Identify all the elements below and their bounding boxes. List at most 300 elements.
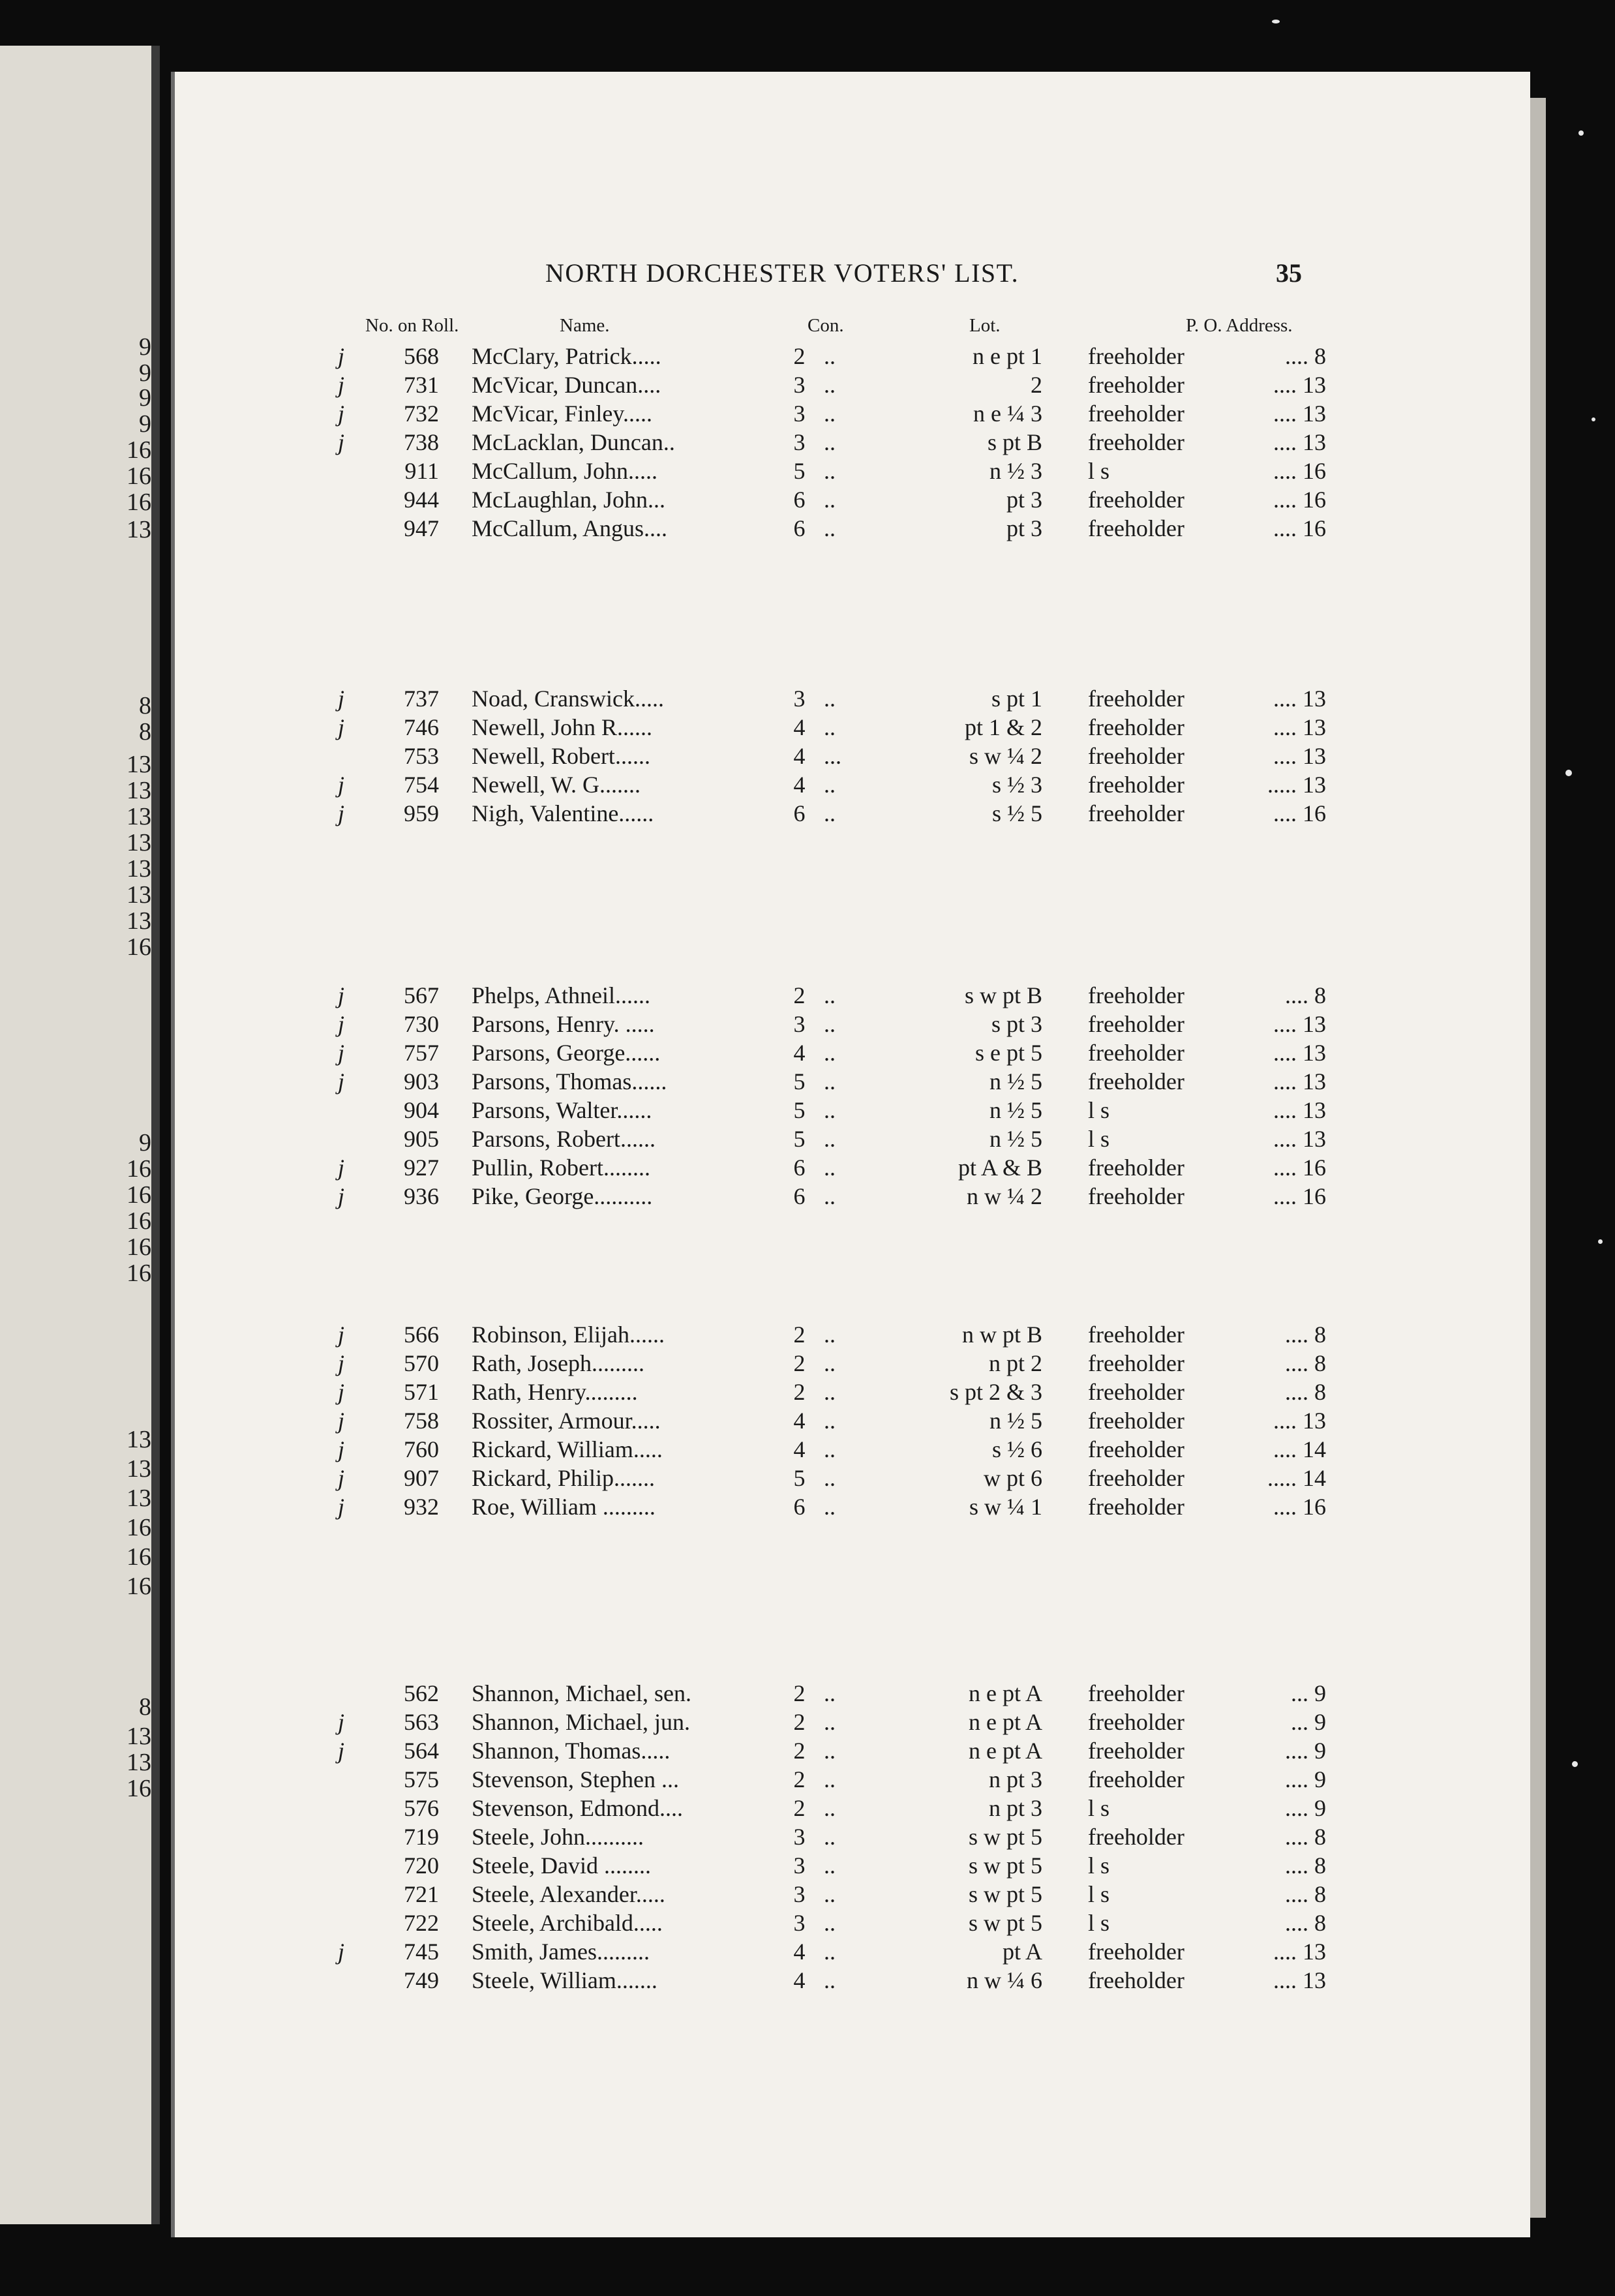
lot: pt 3 [1006,487,1042,513]
voter-status: freeholder [1088,1183,1185,1209]
lot: n ½ 5 [989,1408,1042,1434]
voter-name: Parsons, Thomas...... [472,1068,667,1095]
concession: 6 [793,1155,806,1181]
voter-status: freeholder [1088,343,1185,369]
leader-dots: .. [824,1322,836,1348]
lot: n w ¼ 6 [967,1967,1042,1993]
facing-page-address-number: 16 [127,462,151,490]
leader-dots: .. [824,429,836,455]
facing-page-address-number: 16 [127,1207,151,1235]
concession: 3 [793,400,806,427]
voter-name: Newell, W. G....... [472,772,641,798]
leader-dots: .. [824,1494,836,1520]
facing-page-address-number: 9 [139,384,151,412]
roll-number: 745 [404,1939,439,1965]
voter-name: Roe, William ......... [472,1494,656,1520]
voter-row [175,1680,1530,1708]
post-office-address: .... 8 [1285,1852,1326,1879]
concession: 2 [793,343,806,369]
facing-page-fragment [0,46,160,2224]
roll-number: 911 [404,458,439,484]
concession: 5 [793,1097,806,1123]
concession: 3 [793,686,806,712]
lot: s ½ 5 [991,800,1042,826]
concession: 5 [793,458,806,484]
post-office-address: .... 13 [1273,1040,1326,1066]
facing-page-address-number: 13 [127,751,151,778]
lot: s w pt 5 [968,1910,1042,1936]
lot: n ½ 3 [989,458,1042,484]
voter-status: freeholder [1088,1738,1185,1764]
roll-number: 564 [404,1738,439,1764]
facing-page-address-number: 8 [139,1693,151,1721]
voter-row [175,1321,1530,1350]
voters-list-page [171,72,1530,2237]
concession: 2 [793,1322,806,1348]
facing-page-address-number: 16 [127,489,151,516]
roll-number: 568 [404,343,439,369]
voter-status: l s [1088,1881,1110,1907]
lot: n ½ 5 [989,1126,1042,1152]
roll-number: 720 [404,1852,439,1879]
leader-dots: .. [824,1011,836,1037]
lot: n e pt A [969,1738,1042,1764]
voter-row [175,515,1530,543]
scan-speck [1272,20,1280,23]
voter-row [175,1183,1530,1211]
voter-status: freeholder [1088,1350,1185,1376]
concession: 6 [793,487,806,513]
facing-page-address-number: 13 [127,1426,151,1453]
voter-row [175,771,1530,800]
voter-row [175,1938,1530,1967]
facing-page-address-number: 9 [139,410,151,438]
concession: 3 [793,1824,806,1850]
leader-dots: .. [824,1465,836,1491]
facing-page-address-number: 16 [127,1181,151,1209]
leader-dots: .. [824,772,836,798]
voter-row [175,457,1530,486]
lot: s w pt 5 [968,1852,1042,1879]
concession: 2 [793,982,806,1008]
roll-number: 904 [404,1097,439,1123]
juror-mark: j [338,400,345,427]
leader-dots: .. [824,1040,836,1066]
post-office-address: .... 16 [1273,1155,1326,1181]
leader-dots: .. [824,1097,836,1123]
post-office-address: .... 13 [1273,1097,1326,1123]
voter-row [175,342,1530,371]
post-office-address: .... 13 [1273,400,1326,427]
concession: 4 [793,1408,806,1434]
juror-mark: j [338,1436,345,1462]
lot: s pt 1 [991,686,1042,712]
voter-name: Phelps, Athneil...... [472,982,651,1008]
leader-dots: .. [824,1183,836,1209]
concession: 4 [793,772,806,798]
concession: 2 [793,1680,806,1706]
lot: pt A [1002,1939,1042,1965]
voter-status: freeholder [1088,714,1185,740]
running-title: NORTH DORCHESTER VOTERS' LIST. [545,258,1019,288]
column-headers [175,315,1530,341]
concession: 6 [793,800,806,826]
roll-number: 731 [404,372,439,398]
lot: n pt 2 [988,1350,1042,1376]
leader-dots: .. [824,1795,836,1821]
lot: s pt 3 [991,1011,1042,1037]
post-office-address: .... 13 [1273,1011,1326,1037]
lot: s pt 2 & 3 [949,1379,1042,1405]
column-header-con: Con. [808,315,844,336]
roll-number: 738 [404,429,439,455]
page-gutter [151,46,160,2224]
voter-row [175,1967,1530,1995]
leader-dots: .. [824,1881,836,1907]
voter-status: freeholder [1088,743,1185,769]
voter-row [175,400,1530,429]
concession: 3 [793,372,806,398]
voter-row [175,1823,1530,1852]
juror-mark: j [338,1939,345,1965]
post-office-address: .... 13 [1273,1126,1326,1152]
voter-name: McVicar, Duncan.... [472,372,661,398]
voter-status: freeholder [1088,1680,1185,1706]
leader-dots: .. [824,1155,836,1181]
lot: pt 3 [1006,515,1042,541]
voter-row [175,800,1530,828]
post-office-address: .... 8 [1285,1881,1326,1907]
post-office-address: ..... 14 [1267,1465,1326,1491]
leader-dots: .. [824,1126,836,1152]
voter-status: freeholder [1088,1939,1185,1965]
post-office-address: .... 8 [1285,1350,1326,1376]
post-office-address: .... 13 [1273,686,1326,712]
juror-mark: j [338,372,345,398]
voter-status: freeholder [1088,1155,1185,1181]
voter-row [175,1436,1530,1464]
roll-number: 905 [404,1126,439,1152]
concession: 4 [793,1436,806,1462]
roll-number: 947 [404,515,439,541]
roll-number: 571 [404,1379,439,1405]
facing-page-address-number: 8 [139,692,151,719]
voter-name: Rickard, William..... [472,1436,663,1462]
voter-row [175,1464,1530,1493]
facing-page-address-column [0,46,151,2224]
roll-number: 721 [404,1881,439,1907]
roll-number: 562 [404,1680,439,1706]
scan-speck [1572,1761,1578,1767]
facing-page-address-number: 13 [127,907,151,935]
voter-row [175,1068,1530,1096]
facing-page-address-number: 13 [127,855,151,883]
leader-dots: .. [824,686,836,712]
voter-name: Shannon, Michael, sen. [472,1680,691,1706]
roll-number: 746 [404,714,439,740]
leader-dots: .. [824,1709,836,1735]
leader-dots: .. [824,1910,836,1936]
roll-number: 575 [404,1766,439,1792]
voter-status: freeholder [1088,429,1185,455]
scan-speck [1592,417,1595,421]
facing-page-address-number: 16 [127,1775,151,1802]
concession: 3 [793,429,806,455]
lot: 2 [1031,372,1042,398]
lot: w pt 6 [984,1465,1042,1491]
leader-dots: .. [824,487,836,513]
voter-row [175,1039,1530,1068]
post-office-address: .... 13 [1273,429,1326,455]
concession: 6 [793,515,806,541]
leader-dots: .. [824,1436,836,1462]
voter-name: Stevenson, Stephen ... [472,1766,679,1792]
concession: 2 [793,1766,806,1792]
post-office-address: ... 9 [1291,1709,1326,1735]
facing-page-address-number: 13 [127,803,151,830]
voter-name: Pike, George.......... [472,1183,653,1209]
juror-mark: j [338,343,345,369]
juror-mark: j [338,1494,345,1520]
concession: 6 [793,1183,806,1209]
voter-status: freeholder [1088,1379,1185,1405]
post-office-address: .... 8 [1285,1379,1326,1405]
lot: n e pt A [969,1680,1042,1706]
leader-dots: .. [824,1068,836,1095]
voter-status: l s [1088,458,1110,484]
post-office-address: .... 13 [1273,372,1326,398]
concession: 3 [793,1910,806,1936]
leader-dots: .. [824,1350,836,1376]
post-office-address: .... 9 [1285,1795,1326,1821]
facing-page-address-number: 16 [127,1573,151,1600]
roll-number: 732 [404,400,439,427]
voter-row [175,1794,1530,1823]
concession: 5 [793,1126,806,1152]
concession: 3 [793,1852,806,1879]
voter-status: freeholder [1088,772,1185,798]
voter-row [175,685,1530,714]
voter-status: freeholder [1088,1494,1185,1520]
voter-name: Nigh, Valentine...... [472,800,654,826]
juror-mark: j [338,1040,345,1066]
leader-dots: .. [824,1967,836,1993]
facing-page-address-number: 16 [127,1233,151,1261]
voter-status: freeholder [1088,515,1185,541]
leader-dots: .. [824,1379,836,1405]
post-office-address: .... 9 [1285,1738,1326,1764]
leader-dots: .. [824,800,836,826]
voter-name: Rath, Joseph......... [472,1350,644,1376]
voter-name: Parsons, Robert...... [472,1126,656,1152]
facing-page-address-number: 16 [127,436,151,464]
post-office-address: .... 16 [1273,800,1326,826]
voter-status: l s [1088,1795,1110,1821]
post-office-address: .... 13 [1273,1967,1326,1993]
facing-page-address-number: 13 [127,1723,151,1750]
post-office-address: .... 8 [1285,1910,1326,1936]
voter-row [175,1909,1530,1938]
juror-mark: j [338,1155,345,1181]
voter-status: freeholder [1088,1436,1185,1462]
page-header [175,258,1530,297]
post-office-address: .... 13 [1273,1408,1326,1434]
roll-number: 722 [404,1910,439,1936]
post-office-address: .... 13 [1273,1068,1326,1095]
voter-status: freeholder [1088,1709,1185,1735]
voter-row [175,371,1530,400]
post-office-address: .... 13 [1273,714,1326,740]
juror-mark: j [338,800,345,826]
leader-dots: .. [824,1852,836,1879]
voter-name: Newell, Robert...... [472,743,650,769]
voter-status: freeholder [1088,800,1185,826]
facing-page-address-number: 9 [139,1129,151,1156]
lot: n ½ 5 [989,1097,1042,1123]
voter-name: McCallum, Angus.... [472,515,668,541]
voter-row [175,1378,1530,1407]
leader-dots: .. [824,1408,836,1434]
voter-name: Steele, David ........ [472,1852,651,1879]
voter-name: Newell, John R...... [472,714,652,740]
post-office-address: .... 16 [1273,487,1326,513]
concession: 3 [793,1011,806,1037]
lot: s w ¼ 2 [969,743,1042,769]
roll-number: 757 [404,1040,439,1066]
lot: s e pt 5 [975,1040,1042,1066]
roll-number: 754 [404,772,439,798]
post-office-address: .... 16 [1273,1183,1326,1209]
roll-number: 907 [404,1465,439,1491]
voter-status: freeholder [1088,400,1185,427]
lot: s w ¼ 1 [969,1494,1042,1520]
voter-status: freeholder [1088,982,1185,1008]
voter-name: Shannon, Michael, jun. [472,1709,690,1735]
voter-status: freeholder [1088,1465,1185,1491]
voter-name: Steele, Alexander..... [472,1881,665,1907]
roll-number: 936 [404,1183,439,1209]
facing-page-address-number: 9 [139,359,151,387]
roll-number: 903 [404,1068,439,1095]
concession: 5 [793,1068,806,1095]
voter-status: l s [1088,1097,1110,1123]
leader-dots: .. [824,714,836,740]
voter-row [175,1154,1530,1183]
concession: 4 [793,1040,806,1066]
juror-mark: j [338,772,345,798]
voter-name: Parsons, Walter...... [472,1097,652,1123]
voter-name: Rossiter, Armour..... [472,1408,661,1434]
voter-name: Pullin, Robert........ [472,1155,651,1181]
juror-mark: j [338,982,345,1008]
voter-status: freeholder [1088,1322,1185,1348]
concession: 5 [793,1465,806,1491]
facing-page-address-number: 13 [127,1455,151,1483]
lot: s pt B [987,429,1042,455]
post-office-address: .... 9 [1285,1766,1326,1792]
roll-number: 576 [404,1795,439,1821]
voter-row [175,1708,1530,1737]
voter-status: freeholder [1088,1011,1185,1037]
post-office-address: .... 8 [1285,982,1326,1008]
leader-dots: .. [824,1824,836,1850]
voter-row [175,429,1530,457]
voter-name: Steele, William....... [472,1967,657,1993]
concession: 4 [793,1967,806,1993]
concession: 2 [793,1379,806,1405]
juror-mark: j [338,714,345,740]
concession: 2 [793,1738,806,1764]
juror-mark: j [338,1322,345,1348]
voter-row [175,982,1530,1010]
leader-dots: .. [824,982,836,1008]
juror-mark: j [338,1183,345,1209]
voter-row [175,714,1530,742]
voter-status: l s [1088,1126,1110,1152]
facing-page-address-number: 13 [127,1485,151,1512]
concession: 2 [793,1795,806,1821]
leader-dots: .. [824,1738,836,1764]
facing-page-address-number: 16 [127,1514,151,1541]
lot: s ½ 3 [991,772,1042,798]
post-office-address: .... 8 [1285,1322,1326,1348]
post-office-address: .... 8 [1285,343,1326,369]
roll-number: 730 [404,1011,439,1037]
voter-name: Parsons, George...... [472,1040,661,1066]
lot: n ½ 5 [989,1068,1042,1095]
voter-row [175,486,1530,515]
scan-speck [1565,770,1572,776]
leader-dots: .. [824,458,836,484]
juror-mark: j [338,1738,345,1764]
lot: s w pt 5 [968,1881,1042,1907]
leader-dots: .. [824,515,836,541]
voter-row [175,1010,1530,1039]
facing-page-address-number: 13 [127,516,151,543]
facing-page-address-number: 16 [127,933,151,961]
juror-mark: j [338,1011,345,1037]
lot: pt 1 & 2 [964,714,1042,740]
post-office-address: ... 9 [1291,1680,1326,1706]
lot: n e ¼ 3 [973,400,1042,427]
voter-name: Shannon, Thomas..... [472,1738,671,1764]
voter-status: l s [1088,1910,1110,1936]
roll-number: 563 [404,1709,439,1735]
lot: s w pt B [964,982,1042,1008]
voter-row [175,1125,1530,1154]
voter-name: Robinson, Elijah...... [472,1322,665,1348]
voter-name: Rath, Henry......... [472,1379,638,1405]
facing-page-address-number: 9 [139,333,151,361]
column-header-roll: No. on Roll. [365,315,459,336]
voter-status: freeholder [1088,1967,1185,1993]
leader-dots: .. [824,343,836,369]
page-number: 35 [1276,258,1302,288]
lot: pt A & B [958,1155,1042,1181]
concession: 2 [793,1350,806,1376]
leader-dots: .. [824,1680,836,1706]
roll-number: 567 [404,982,439,1008]
leader-dots: .. [824,1939,836,1965]
post-office-address: .... 8 [1285,1824,1326,1850]
roll-number: 737 [404,686,439,712]
facing-page-address-number: 16 [127,1260,151,1287]
lot: s w pt 5 [968,1824,1042,1850]
column-header-lot: Lot. [969,315,1001,336]
voter-name: Smith, James......... [472,1939,650,1965]
facing-page-address-number: 8 [139,718,151,746]
voter-name: McClary, Patrick..... [472,343,661,369]
